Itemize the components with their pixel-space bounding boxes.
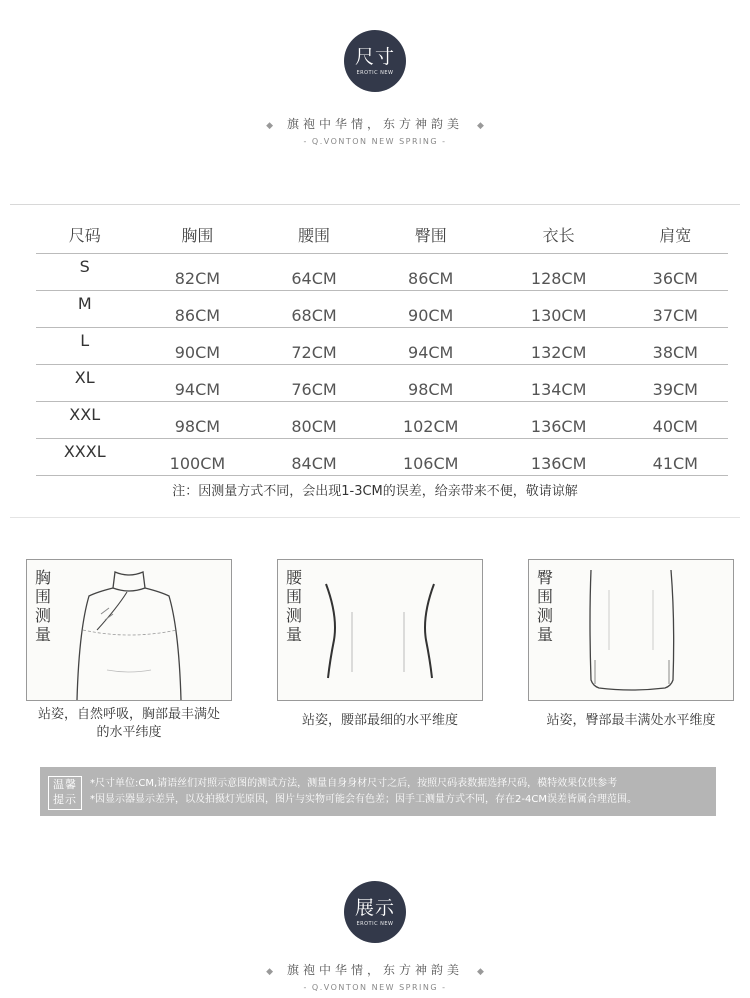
size-badge-sub: EROTIC NEW (356, 69, 394, 76)
shoulder-cell: 41CM (623, 439, 728, 476)
bust-guide-label: 胸 围 测 量 (35, 568, 52, 644)
size-section-header (0, 30, 750, 146)
waist-cell: 64CM (261, 254, 366, 291)
size-cell: S (36, 254, 133, 291)
length-cell: 128CM (495, 254, 623, 291)
show-badge-sub: EROTIC NEW (356, 920, 394, 927)
shoulder-cell: 39CM (623, 365, 728, 402)
diamond-icon: ◆ (266, 967, 273, 977)
length-cell: 130CM (495, 291, 623, 328)
table-row (36, 291, 728, 328)
table-row (36, 254, 728, 291)
measurement-note: 注：因测量方式不同，会出现1-3CM的误差，给亲带来不便，敬请谅解 (172, 484, 578, 499)
waist-illustration (278, 560, 482, 700)
size-badge-title: 尺寸 (354, 45, 395, 68)
header-bust: 胸围 (133, 215, 261, 254)
size-slogan-sub: - Q.VONTON NEW SPRING - (303, 137, 447, 146)
shoulder-cell: 38CM (623, 328, 728, 365)
diamond-icon: ◆ (477, 967, 484, 977)
header-size: 尺码 (36, 215, 133, 254)
waist-cell: 72CM (261, 328, 366, 365)
length-cell: 132CM (495, 328, 623, 365)
show-badge (344, 881, 406, 943)
table-row (36, 439, 728, 476)
size-slogan-text: 旗袍中华情，东方神韵美 (286, 117, 463, 131)
diamond-icon: ◆ (477, 121, 484, 131)
header-length: 衣长 (495, 215, 623, 254)
header-shoulder: 肩宽 (623, 215, 728, 254)
show-slogan (0, 961, 750, 978)
length-cell: 136CM (495, 402, 623, 439)
size-cell: M (36, 291, 133, 328)
shoulder-cell: 36CM (623, 254, 728, 291)
bust-guide-panel (26, 559, 232, 701)
shoulder-cell: 37CM (623, 291, 728, 328)
length-cell: 136CM (495, 439, 623, 476)
waist-cell: 76CM (261, 365, 366, 402)
header-waist: 腰围 (261, 215, 366, 254)
bust-cell: 98CM (133, 402, 261, 439)
show-badge-title: 展示 (354, 896, 395, 919)
hip-cell: 86CM (367, 254, 495, 291)
hip-cell: 94CM (367, 328, 495, 365)
diamond-icon: ◆ (266, 121, 273, 131)
show-slogan-sub: - Q.VONTON NEW SPRING - (303, 983, 447, 992)
bust-cell: 90CM (133, 328, 261, 365)
waist-guide-label: 腰 围 测 量 (286, 568, 303, 644)
header-hip: 臀围 (367, 215, 495, 254)
divider-top (10, 204, 740, 205)
hip-cell: 106CM (367, 439, 495, 476)
tip-line-1: *尺寸单位:CM,请语丝们对照示意图的测试方法，测量自身身材尺寸之后，按照尺码表数据选择尺码，模特效果仅供参考 (90, 778, 618, 789)
bust-guide-caption: 站姿，自然呼吸，胸部最丰满处 的水平纬度 (37, 707, 220, 740)
table-row (36, 402, 728, 439)
length-cell: 134CM (495, 365, 623, 402)
table-row (36, 365, 728, 402)
size-cell: XXL (36, 402, 133, 439)
size-table (36, 215, 728, 476)
hip-guide-caption: 站姿，臀部最丰满处水平维度 (546, 713, 716, 728)
size-cell: L (36, 328, 133, 365)
tip-text (90, 776, 710, 808)
hip-cell: 102CM (367, 402, 495, 439)
bust-cell: 86CM (133, 291, 261, 328)
hip-guide-panel (528, 559, 734, 701)
hip-cell: 90CM (367, 291, 495, 328)
show-section-header (0, 881, 750, 992)
tip-bar (40, 767, 716, 816)
bust-cell: 100CM (133, 439, 261, 476)
tip-label: 温馨 提示 (48, 776, 82, 810)
size-cell: XL (36, 365, 133, 402)
waist-guide-caption: 站姿，腰部最细的水平维度 (301, 713, 458, 728)
hip-cell: 98CM (367, 365, 495, 402)
hip-guide-label: 臀 围 测 量 (537, 568, 554, 644)
table-row (36, 328, 728, 365)
waist-cell: 80CM (261, 402, 366, 439)
shoulder-cell: 40CM (623, 402, 728, 439)
size-cell: XXXL (36, 439, 133, 476)
waist-cell: 68CM (261, 291, 366, 328)
bust-cell: 94CM (133, 365, 261, 402)
waist-cell: 84CM (261, 439, 366, 476)
divider-middle (10, 517, 740, 518)
show-slogan-text: 旗袍中华情，东方神韵美 (286, 963, 463, 977)
size-slogan (0, 115, 750, 132)
size-table-header-row (36, 215, 728, 254)
waist-guide-panel (277, 559, 483, 701)
tip-line-2: *因显示器显示差异，以及拍摄灯光原因，图片与实物可能会有色差；因手工测量方式不同，存在2-4CM误差皆属合理范围。 (90, 794, 637, 805)
qipao-bust-illustration (27, 560, 231, 700)
size-badge (344, 30, 406, 92)
hip-illustration (529, 560, 733, 700)
bust-cell: 82CM (133, 254, 261, 291)
